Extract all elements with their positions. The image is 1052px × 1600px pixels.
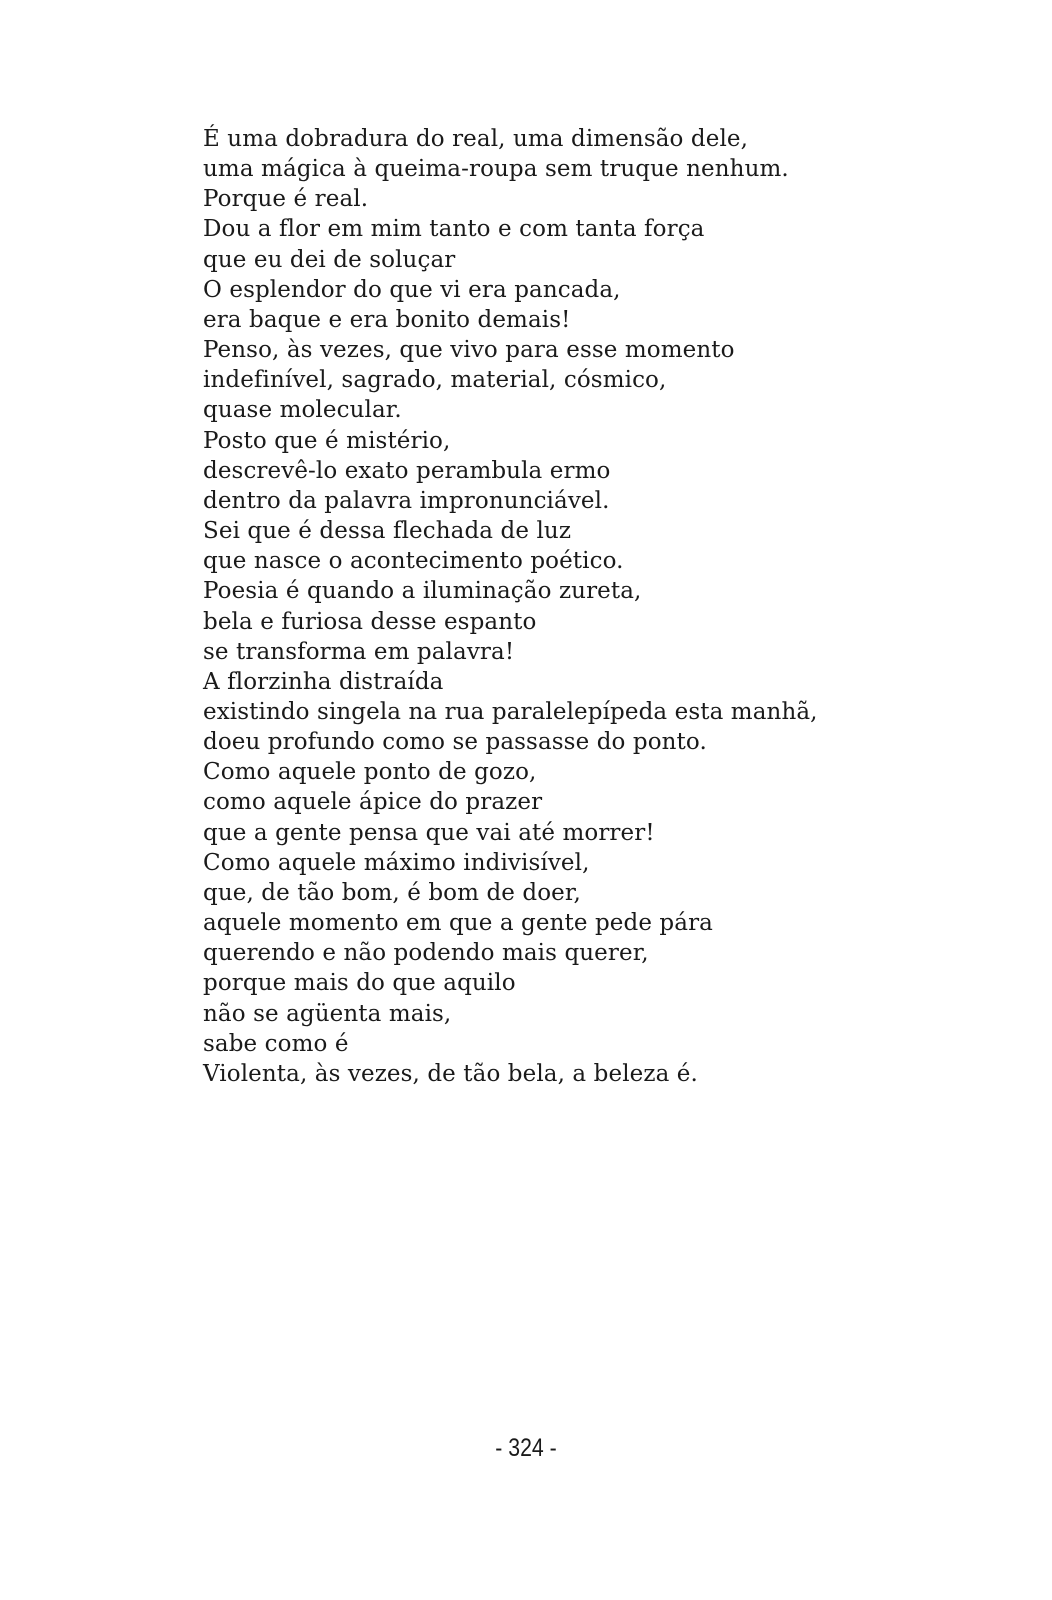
poem-line: que nasce o acontecimento poético. <box>203 548 624 575</box>
poem-line: que a gente pensa que vai até morrer! <box>203 819 655 846</box>
poem-line: Como aquele máximo indivisível, <box>203 849 590 876</box>
poem-line: Sei que é dessa flechada de luz <box>203 518 572 545</box>
poem-line: que, de tão bom, é bom de doer, <box>203 879 581 906</box>
poem-line: como aquele ápice do prazer <box>203 789 543 816</box>
poem-line: Dou a flor em mim tanto e com tanta força <box>203 216 705 243</box>
poem-line: Como aquele ponto de gozo, <box>203 759 537 786</box>
poem-line: uma mágica à queima-roupa sem truque nenhum. <box>203 156 789 183</box>
poem-line: É uma dobradura do real, uma dimensão dele, <box>203 126 749 152</box>
poem-line: querendo e não podendo mais querer, <box>203 940 649 967</box>
poem-line: indefinível, sagrado, material, cósmico, <box>203 367 667 394</box>
poem-text <box>203 124 1003 1089</box>
poem-line: Posto que é mistério, <box>203 427 451 454</box>
poem-line: bela e furiosa desse espanto <box>203 608 537 635</box>
poem-line: quase molecular. <box>203 397 402 424</box>
poem-line: porque mais do que aquilo <box>203 970 516 997</box>
poem-line: era baque e era bonito demais! <box>203 306 571 333</box>
poem-line: A florzinha distraída <box>203 668 444 695</box>
poem-line: existindo singela na rua paralelepípeda esta manhã, <box>203 698 818 725</box>
poem-line: descrevê-lo exato perambula ermo <box>203 457 611 484</box>
poem-line: Poesia é quando a iluminação zureta, <box>203 578 642 605</box>
poem-line: O esplendor do que vi era pancada, <box>203 276 621 303</box>
poem-line: doeu profundo como se passasse do ponto. <box>203 729 707 756</box>
poem-line: Penso, às vezes, que vivo para esse momento <box>203 337 735 364</box>
poem-line: aquele momento em que a gente pede pára <box>203 910 713 937</box>
poem-line: Violenta, às vezes, de tão bela, a beleza é. <box>203 1060 698 1087</box>
page-number: - 324 - <box>495 1434 557 1462</box>
poem-line: que eu dei de soluçar <box>203 246 456 273</box>
poem-line: dentro da palavra impronunciável. <box>203 487 610 514</box>
poem-line: não se agüenta mais, <box>203 1000 452 1027</box>
poem-line: se transforma em palavra! <box>203 638 515 665</box>
poem-line: sabe como é <box>203 1030 349 1057</box>
poem-line: Porque é real. <box>203 186 369 213</box>
